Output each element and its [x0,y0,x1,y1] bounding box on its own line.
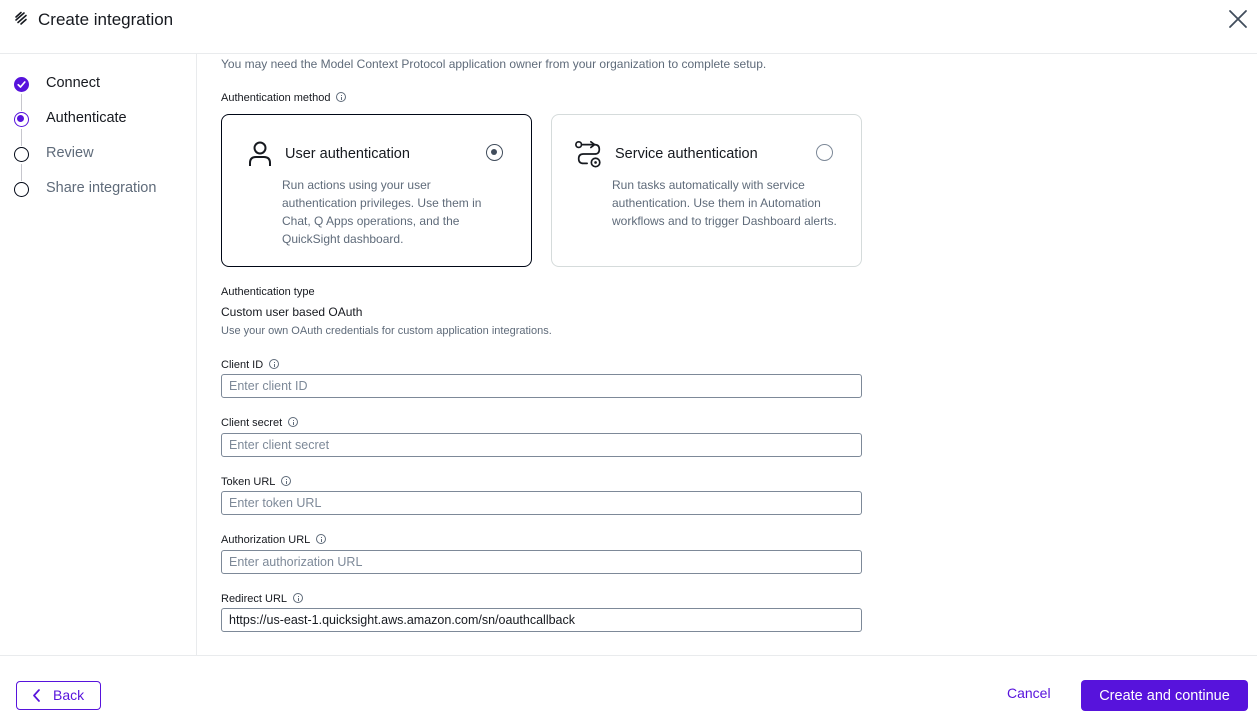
card-title: User authentication [285,146,410,162]
token-url-label: Token URL [221,476,276,488]
wizard-steps [0,54,197,655]
info-icon[interactable] [336,92,346,102]
client-secret-input[interactable] [221,433,862,457]
token-url-input[interactable] [221,491,862,515]
chevron-left-icon [32,689,41,702]
auth-method-heading [221,92,346,104]
authorization-url-label: Authorization URL [221,534,311,546]
client-id-input[interactable] [221,374,862,398]
user-icon [246,139,276,169]
client-id-label: Client ID [221,359,264,371]
user-authentication-card[interactable] [221,114,532,267]
service-flow-icon [574,139,604,169]
integration-logo-icon [13,11,29,27]
authorization-url-label-row [221,534,326,546]
modal-header [0,0,1257,54]
info-icon[interactable] [281,476,291,486]
modal-footer [0,655,1257,724]
radio-unselected[interactable] [816,144,833,161]
redirect-url-label: Redirect URL [221,593,288,605]
step-label: Review [46,145,94,161]
auth-type-value: Custom user based OAuth [221,305,363,319]
authorization-url-input[interactable] [221,550,862,574]
redirect-url-input[interactable] [221,608,862,632]
cancel-button[interactable]: Cancel [1007,685,1051,701]
auth-type-description: Use your own OAuth credentials for custom application integrations. [221,325,552,337]
intro-text: You may need the Model Context Protocol application owner from your organization to complete setup. [221,57,767,71]
card-title: Service authentication [615,146,758,162]
back-label: Back [53,687,85,703]
token-url-label-row [221,476,291,488]
step-authenticate[interactable] [14,109,194,131]
auth-method-label: Authentication method [221,92,331,104]
info-icon[interactable] [288,417,298,427]
redirect-url-label-row [221,593,303,605]
info-icon[interactable] [269,359,279,369]
step-label: Share integration [46,180,157,196]
step-label: Authenticate [46,110,127,126]
step-circle-icon [14,147,29,162]
radio-selected[interactable] [486,144,503,161]
client-secret-label-row [221,417,298,429]
close-icon[interactable] [1227,8,1249,30]
step-review[interactable] [14,144,194,166]
client-secret-label: Client secret [221,417,283,429]
info-icon[interactable] [293,593,303,603]
check-icon [14,77,29,92]
step-connect[interactable] [14,74,194,96]
step-label: Connect [46,75,101,91]
info-icon[interactable] [316,534,326,544]
page-title: Create integration [38,10,174,29]
auth-type-label: Authentication type [221,286,315,298]
service-authentication-card[interactable] [551,114,862,267]
card-description: Run actions using your user authentication privileges. Use them in Chat, Q Apps operations, and the QuickSight dashboard. [282,178,482,246]
create-and-continue-button[interactable]: Create and continue [1081,680,1248,711]
current-step-icon [14,112,29,127]
card-description: Run tasks automatically with service authentication. Use them in Automation workflows and to trigger Dashboard alerts. [612,178,837,228]
client-id-label-row [221,359,279,371]
step-circle-icon [14,182,29,197]
back-button[interactable] [16,681,101,710]
step-share-integration[interactable] [14,179,194,201]
